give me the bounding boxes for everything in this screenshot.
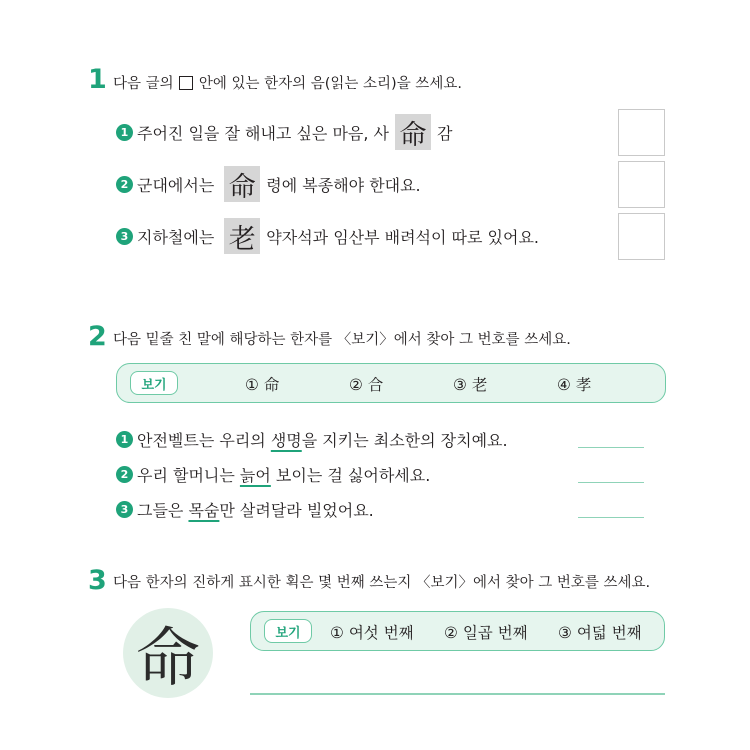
hanja-box: 命	[395, 114, 431, 150]
question-3-number: 3	[88, 565, 107, 596]
bogi-label: 보기	[130, 371, 178, 395]
q2-item-1	[116, 428, 508, 451]
item-number-badge: 3	[116, 501, 133, 518]
bogi-option-1: ① 命	[245, 376, 280, 394]
item-text-after: 보이는 걸 싫어하세요.	[270, 466, 431, 485]
empty-square-icon	[179, 76, 193, 90]
question-2-prompt: 다음 밑줄 친 말에 해당하는 한자를 〈보기〉에서 찾아 그 번호를 쓰세요.	[113, 332, 571, 348]
item-text-after: 령에 복종해야 한대요.	[266, 175, 421, 195]
item-number-badge: 1	[116, 124, 133, 141]
answer-box-2[interactable]	[618, 161, 665, 208]
answer-blank-3[interactable]	[578, 517, 644, 518]
answer-box-3[interactable]	[618, 213, 665, 260]
underlined-word: 목숨	[188, 501, 220, 520]
prompt-before: 다음 글의	[113, 76, 174, 92]
bogi-option-2: ② 일곱 번째	[444, 624, 528, 642]
bogi-label-2: 보기	[264, 619, 312, 643]
hanja-box: 老	[224, 218, 260, 254]
bogi-option-2: ② 合	[349, 376, 384, 394]
item-text-before: 그들은	[137, 501, 189, 520]
question-1-number: 1	[88, 64, 107, 95]
q2-item-3	[116, 498, 374, 521]
underlined-word: 늙어	[239, 466, 271, 485]
q1-item-1	[116, 114, 452, 150]
q1-item-3	[116, 218, 539, 254]
bogi-option-3: ③ 老	[453, 376, 488, 394]
question-2-number: 2	[88, 321, 107, 352]
item-text-after: 만 살려달라 빌었어요.	[219, 501, 374, 520]
hanja-box: 命	[224, 166, 260, 202]
question-1-prompt	[113, 72, 462, 93]
answer-blank-1[interactable]	[578, 447, 644, 448]
item-text-before: 지하철에는	[137, 227, 215, 247]
q1-item-2	[116, 166, 421, 202]
question-3-prompt: 다음 한자의 진하게 표시한 획은 몇 번째 쓰는지 〈보기〉에서 찾아 그 번호를 쓰세요.	[113, 575, 651, 591]
item-number-badge: 1	[116, 431, 133, 448]
item-text-after: 을 지키는 최소한의 장치예요.	[301, 431, 508, 450]
bogi-option-3: ③ 여덟 번째	[558, 624, 642, 642]
item-text-before: 우리 할머니는	[137, 466, 240, 485]
q2-item-2	[116, 463, 430, 486]
prompt-after: 안에 있는 한자의 음(읽는 소리)을 쓰세요.	[198, 76, 462, 92]
item-text-after: 약자석과 임산부 배려석이 따로 있어요.	[266, 227, 540, 247]
bogi-option-1: ① 여섯 번째	[330, 624, 414, 642]
item-number-badge: 2	[116, 466, 133, 483]
answer-box-1[interactable]	[618, 109, 665, 156]
item-number-badge: 2	[116, 176, 133, 193]
answer-line-q3[interactable]	[250, 693, 665, 695]
item-text-before: 군대에서는	[137, 175, 215, 195]
item-text-after: 감	[437, 123, 453, 143]
item-number-badge: 3	[116, 228, 133, 245]
bogi-option-4: ④ 孝	[557, 376, 592, 394]
stroke-order-character: 命	[123, 608, 213, 698]
item-text-before: 안전벨트는 우리의	[137, 431, 271, 450]
underlined-word: 생명	[270, 431, 302, 450]
item-text-before: 주어진 일을 잘 해내고 싶은 마음, 사	[137, 123, 389, 143]
answer-blank-2[interactable]	[578, 482, 644, 483]
